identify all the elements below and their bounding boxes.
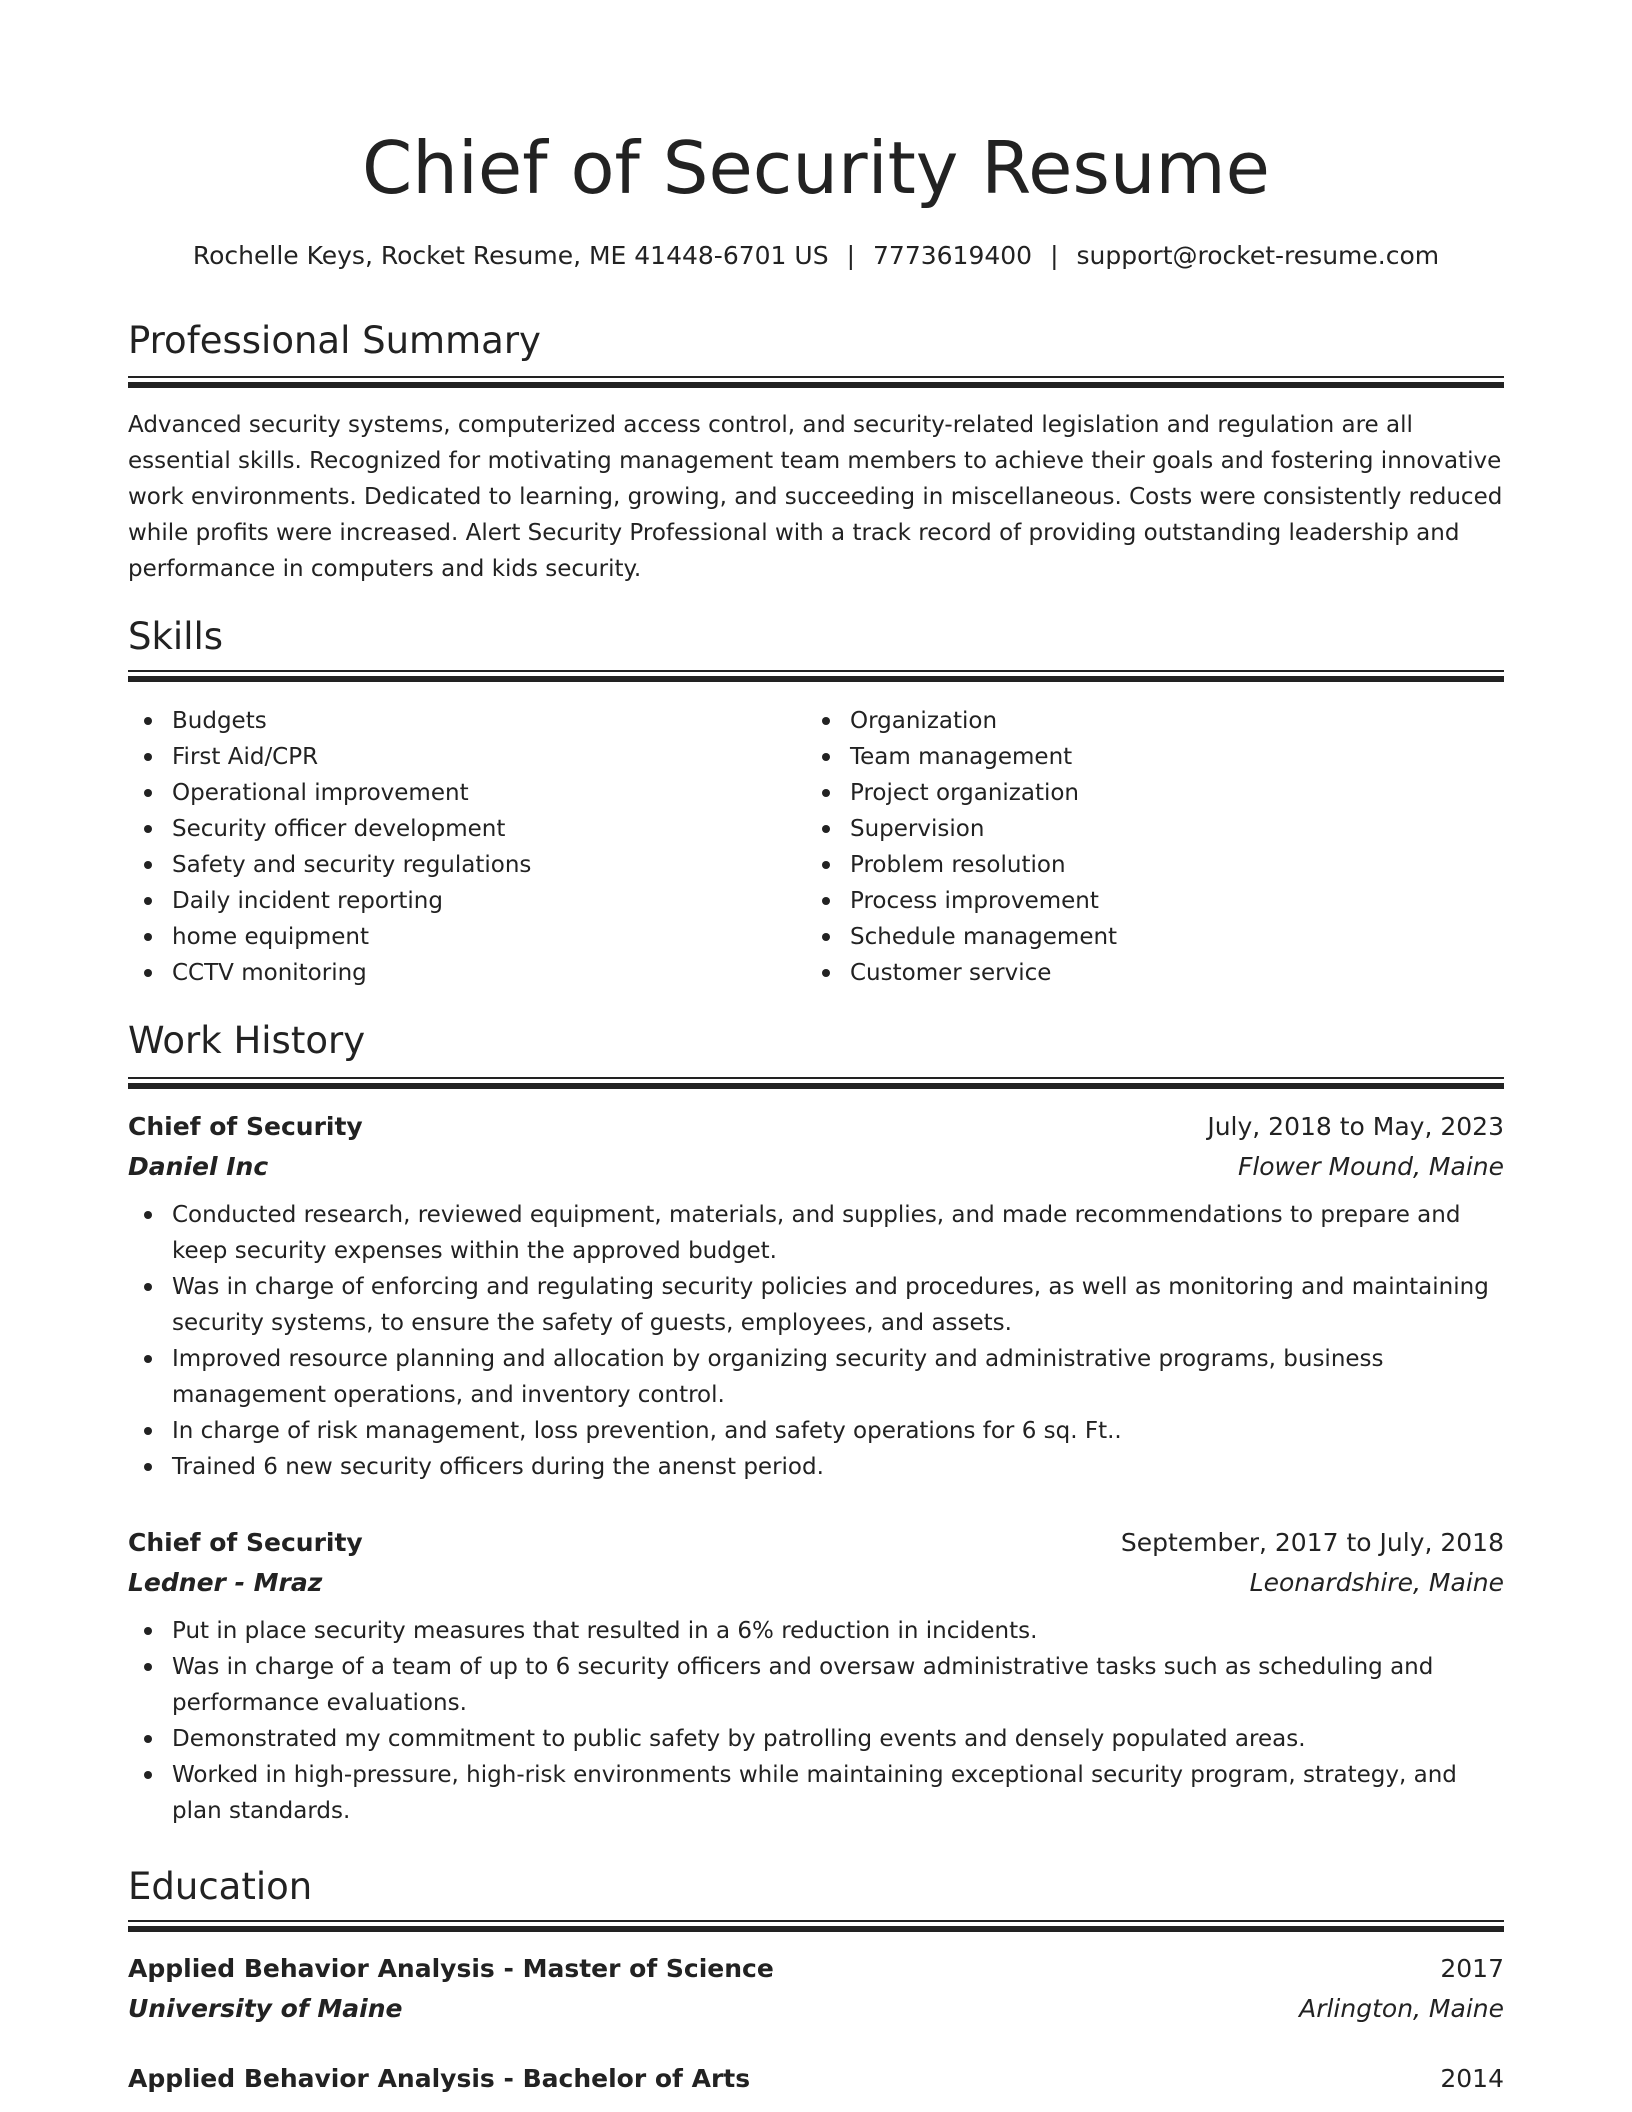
skill-item: Customer service	[806, 955, 1466, 991]
job-dates: September, 2017 to July, 2018	[1120, 1528, 1504, 1557]
job-company: Ledner - Mraz	[128, 1568, 323, 1597]
job-title: Chief of Security	[128, 1528, 363, 1557]
education-location: Arlington, Maine	[1299, 1994, 1504, 2023]
contact-separator: |	[1050, 241, 1059, 270]
section-divider	[128, 676, 1504, 682]
education-heading: Education	[128, 1865, 313, 1908]
job-bullets	[128, 1613, 1504, 1829]
job-bullet: Demonstrated my commitment to public safety by patrolling events and densely populated areas.	[128, 1721, 1504, 1757]
education-entry	[128, 1949, 1504, 2029]
summary-text: Advanced security systems, computerized access control, and security-related legislation and regulation are all essential skills. Recognized for motivating management team members to achieve their goals and fostering innovative work environments. Dedicated to learning, growing, and succeeding in miscellaneous. Costs were consistently reduced while profits were increased. Alert Security Professional with a track record of providing outstanding leadership and performance in computers and kids security.	[128, 412, 1503, 582]
job-entry	[128, 1107, 1504, 1485]
work-section-header	[128, 1016, 1504, 1066]
skill-item: Schedule management	[806, 919, 1466, 955]
contact-email: support@rocket-resume.com	[1076, 241, 1440, 270]
contact-phone: 7773619400	[873, 241, 1033, 270]
skill-item: Daily incident reporting	[128, 883, 788, 919]
summary-heading: Professional Summary	[128, 319, 541, 362]
job-title: Chief of Security	[128, 1112, 363, 1141]
job-bullet: In charge of risk management, loss prevention, and safety operations for 6 sq. Ft..	[128, 1413, 1504, 1449]
education-degree: Applied Behavior Analysis - Bachelor of Arts	[128, 2064, 751, 2093]
education-section-header	[128, 1862, 1504, 1912]
job-bullet: Conducted research, reviewed equipment, materials, and supplies, and made recommendations to prepare and keep security expenses within the approved budget.	[128, 1197, 1504, 1269]
skill-item: home equipment	[128, 919, 788, 955]
section-divider	[128, 1920, 1504, 1922]
skills-right-column	[806, 703, 1466, 991]
contact-address: Rochelle Keys, Rocket Resume, ME 41448-6701 US	[192, 241, 829, 270]
skill-item: Project organization	[806, 775, 1466, 811]
job-dates: July, 2018 to May, 2023	[1207, 1112, 1504, 1141]
section-divider	[128, 1077, 1504, 1079]
resume-title: Chief of Security Resume	[362, 126, 1270, 210]
skill-item: Organization	[806, 703, 1466, 739]
job-bullet: Worked in high-pressure, high-risk environments while maintaining exceptional security program, strategy, and plan standards.	[128, 1757, 1504, 1829]
skills-left-column	[128, 703, 788, 991]
skill-item: Security officer development	[128, 811, 788, 847]
job-bullet: Trained 6 new security officers during the anenst period.	[128, 1449, 1504, 1485]
work-heading: Work History	[128, 1019, 366, 1062]
job-company: Daniel Inc	[128, 1152, 269, 1181]
skill-item: Team management	[806, 739, 1466, 775]
education-year: 2014	[1440, 2064, 1504, 2093]
summary-section-header	[128, 316, 1504, 366]
section-divider	[128, 382, 1504, 388]
skills-list-right	[806, 703, 1466, 991]
job-location: Leonardshire, Maine	[1249, 1568, 1504, 1597]
skill-item: Budgets	[128, 703, 788, 739]
job-bullets	[128, 1197, 1504, 1485]
section-divider	[128, 1926, 1504, 1932]
job-bullet: Put in place security measures that resulted in a 6% reduction in incidents.	[128, 1613, 1504, 1649]
education-entry	[128, 2059, 1504, 2099]
section-divider	[128, 670, 1504, 672]
section-divider	[128, 376, 1504, 378]
job-bullet: Was in charge of enforcing and regulating security policies and procedures, as well as monitoring and maintaining security systems, to ensure the safety of guests, employees, and assets.	[128, 1269, 1504, 1341]
education-year: 2017	[1440, 1954, 1504, 1983]
skill-item: Supervision	[806, 811, 1466, 847]
skill-item: Problem resolution	[806, 847, 1466, 883]
education-school: University of Maine	[128, 1994, 403, 2023]
skill-item: Process improvement	[806, 883, 1466, 919]
skill-item: CCTV monitoring	[128, 955, 788, 991]
skills-list-left	[128, 703, 788, 991]
contact-line	[128, 238, 1504, 274]
skills-section-header	[128, 612, 1504, 662]
section-divider	[128, 1083, 1504, 1089]
contact-separator: |	[846, 241, 856, 270]
job-location: Flower Mound, Maine	[1237, 1152, 1504, 1181]
skills-heading: Skills	[128, 615, 224, 658]
skill-item: First Aid/CPR	[128, 739, 788, 775]
education-degree: Applied Behavior Analysis - Master of Science	[128, 1954, 774, 1983]
job-bullet: Was in charge of a team of up to 6 security officers and oversaw administrative tasks such as scheduling and performance evaluations.	[128, 1649, 1504, 1721]
job-bullet: Improved resource planning and allocation by organizing security and administrative programs, business management operations, and inventory control.	[128, 1341, 1504, 1413]
skill-item: Safety and security regulations	[128, 847, 788, 883]
skill-item: Operational improvement	[128, 775, 788, 811]
job-entry	[128, 1523, 1504, 1829]
